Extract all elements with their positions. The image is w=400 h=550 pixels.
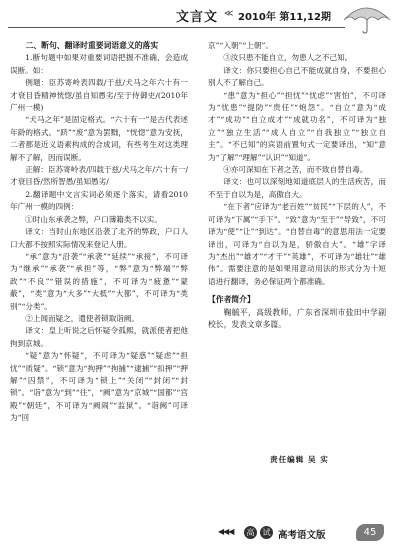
translation: 译文：当时山东地区沿袭了北齐的弊政，户口人口大都不按照实际情况来登记人册。 bbox=[10, 227, 188, 249]
issue-label: 2010年 第11,12期 bbox=[238, 12, 331, 23]
umbrella-icon bbox=[340, 2, 392, 34]
author-bio bbox=[208, 294, 386, 331]
footer-badge: 高 bbox=[244, 526, 257, 539]
author-bio-heading: 【作者简介】 bbox=[208, 295, 255, 305]
example-question: 例题：臣苏寄岭表四载/于兹/犬马之年六十有一才衰目昏精神恍惚/虽自知愚劣/至于侍御史/(2010年广州一模) bbox=[10, 78, 188, 113]
section-heading: 二、断句、翻译时重要词语意义的落实 bbox=[25, 41, 159, 50]
footer-edition: 高考语文版 bbox=[278, 530, 326, 541]
translation: 译文：也可以深刻地知道底层人的生活疾苦，而不至于自以为是，高傲自大。 bbox=[208, 177, 386, 199]
page-footer bbox=[0, 524, 400, 546]
example-sentence: ④亦可深知在下者之苦，而不致自替自毒。 bbox=[223, 165, 368, 175]
paragraph: “犬马之年”是固定格式。“六十有一”是古代表述年龄的格式。“跻”“废”意为罢黜，“恍惚”意为安抚，二者都是近义语素构成的合成词，有些考生对这类理解不了解，因而误断。 bbox=[10, 115, 188, 162]
editor-credit: 责任编辑 吴 实 bbox=[270, 455, 329, 464]
paragraph: “在下者”应译为“老百姓”“贫民”“下层的人”，不可译为“下属”“手下”。“致”意为“至于”“导致”，不可译为“使”“让”“到达”。“自替自毒”的意思用法一定要译出，可译为“自以为是，骄傲自大”。“雄”字译为“杰出”“雄才”“才干”“英雄”，不可译为“雄壮”“雄伟”。需要注意的是如果用意动用法的形式分为十短语进行翻译，务必保证两个都准确。 bbox=[208, 202, 386, 286]
paragraph: 2.翻译题中文言实词必须逐个落实，请看2010年广州一模的四例： bbox=[10, 189, 188, 212]
translation: 译文：皇上听说之后怀疑令孤熙，就派使者把他拘到京城。 bbox=[10, 326, 188, 348]
paragraph: “疑”意为“怀疑”，不可译为“疑惑”“疑虑”“担忧”“质疑”。“锁”意为“拘押”“拘捕”“逮捕”“扣押”“押解”“囚禁”，不可译为“锁上”“关闭”“封闭”“封锁”。“诣”意为“到”“往”，“阙”意为“京城”“国都”“宫殿”“朝廷”，不可译为“阙闹”“监狱”。“诣阙”可译为“回 bbox=[10, 351, 188, 423]
header-rule bbox=[8, 27, 345, 28]
page-header bbox=[0, 0, 400, 34]
magazine-title: 文言文 bbox=[176, 10, 219, 25]
page-number: 45 bbox=[356, 524, 384, 541]
right-column bbox=[208, 40, 386, 331]
example-sentence: ②上闻而疑之，遣使者锁取诣阙。 bbox=[25, 313, 140, 323]
example-sentence: ①时山东承袭之弊，户口簿籍类不以实。 bbox=[25, 214, 162, 224]
footer-badge: 试 bbox=[260, 526, 273, 539]
author-bio-text: 鞠毓平，高级教师，广东省深圳市盐田中学副校长，发表文章多篇。 bbox=[208, 307, 386, 329]
left-column bbox=[10, 40, 188, 425]
footer-arrows-icon: ◀◀◀ bbox=[218, 527, 234, 536]
paragraph: “患”意为“担心”“担忧”“忧虑”“害怕”，不可译为“忧患”“提防”“贵任”“炮怨”。“自立”意为“成才”“成功”“自立成才”“成就功名”，不可译为“独立”“独立生活”“成人自立”“自我独立”“独立自主”。“不已知”的宾语前置句式一定要译出，“知”意为“了解”“理解”“认识”“知道”。 bbox=[208, 90, 386, 162]
header-arrow-icon: ≪ bbox=[224, 9, 234, 19]
translation: 译文：你只要担心自己不能成就自身，不要担心别人不了解自己。 bbox=[208, 65, 386, 88]
paragraph: “承”意为“沿袭”“承袭”“延续”“承接”，不可译为“继承”“承袭”“承担”等，“弊”意为“弊端”“弊政”“不良”“错误的措施”，不可译为“疲惫”“蒙蔽”，“类”意为“大多”“大抵”“大都”，不可译为“类别”“分类”。 bbox=[10, 251, 188, 311]
correct-answer: 正解：臣苏寄岭表/四载于兹/犬马之年/六十有一/才衰目昏/然所智愚/虽知愚劣/ bbox=[10, 165, 188, 187]
paragraph: 京”“入朝”“上朝”。 bbox=[208, 41, 273, 50]
paragraph: 1.断句题中如果对重要词语把握不准确，会造成误断。如： bbox=[10, 53, 188, 75]
example-sentence: ③汝只患不能自立，勿患人之不己知。 bbox=[223, 53, 353, 63]
